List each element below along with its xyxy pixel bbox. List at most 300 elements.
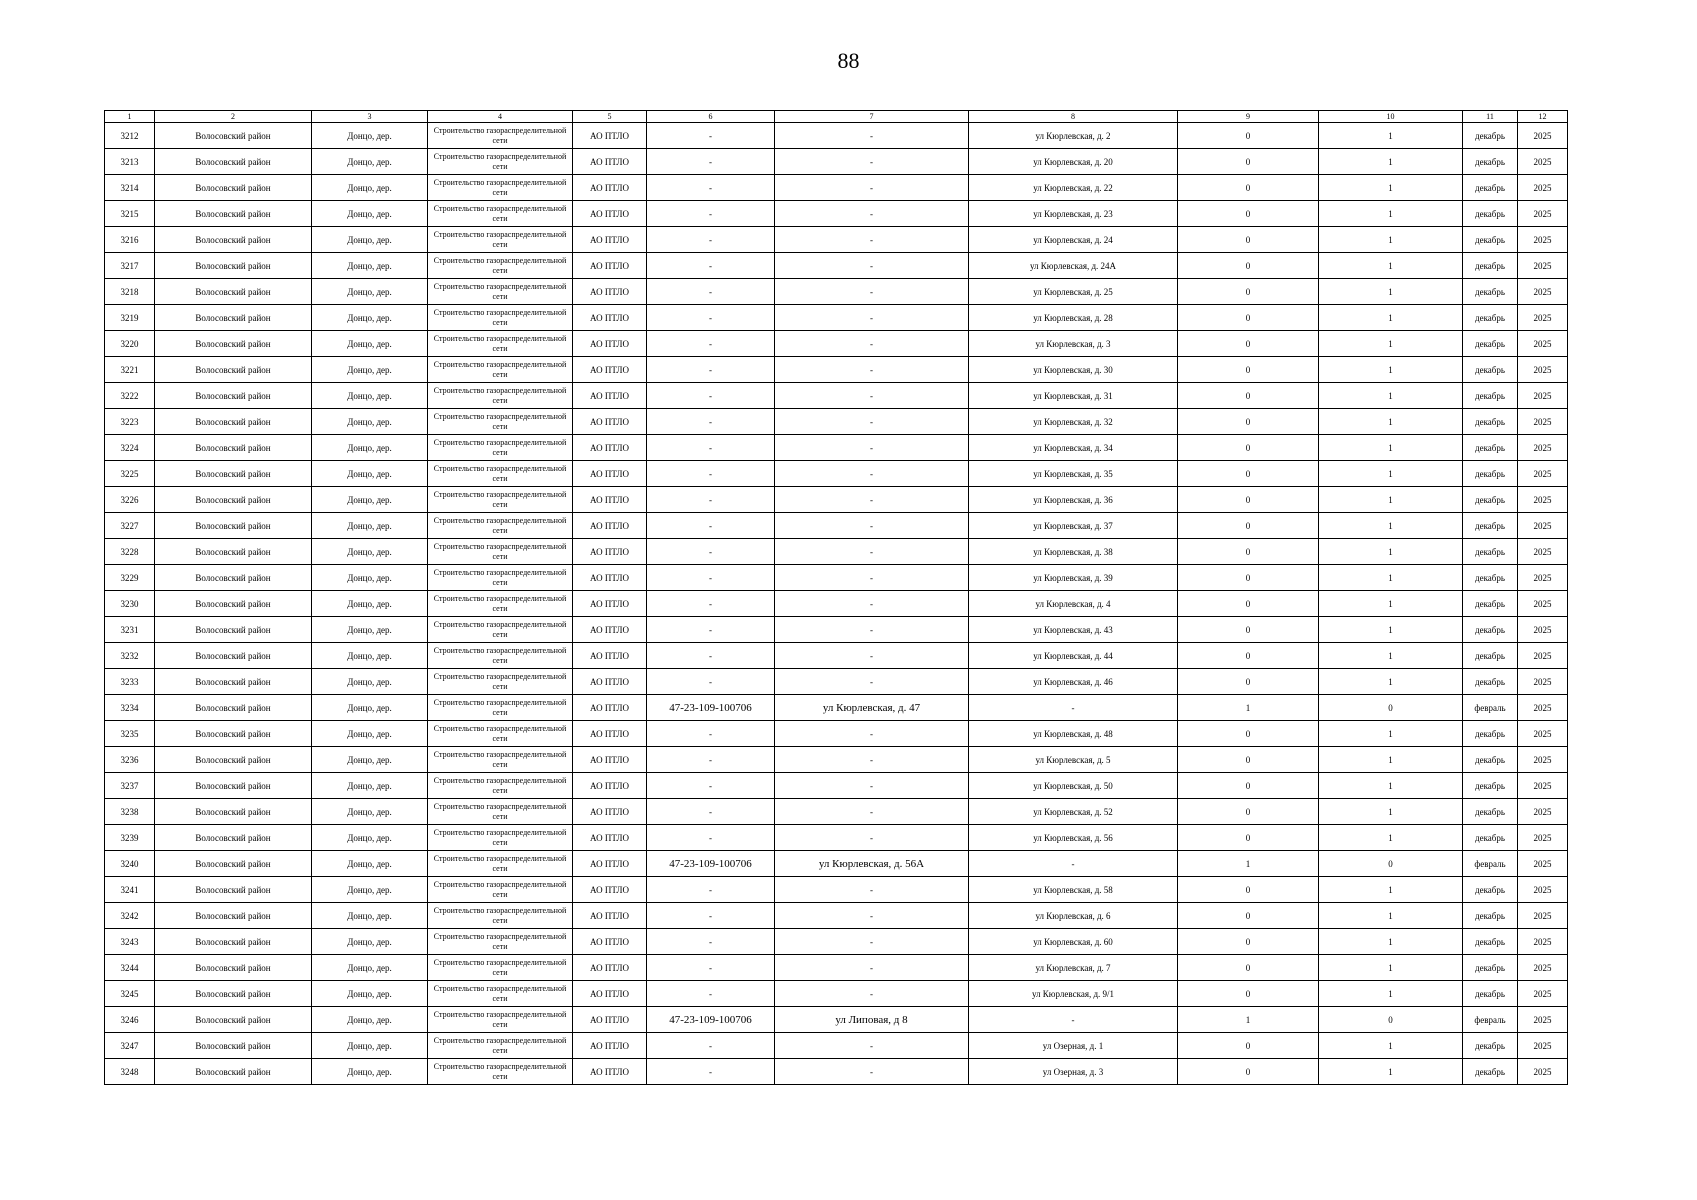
settlement-cell: Донцо, дер.: [312, 383, 428, 409]
value-col10-cell: 1: [1319, 461, 1463, 487]
table-row: [105, 721, 1568, 747]
value-col9-cell: 1: [1178, 695, 1319, 721]
year-cell: 2025: [1518, 357, 1568, 383]
cadastral-number-cell: -: [647, 305, 775, 331]
row-number: 3225: [105, 461, 155, 487]
address-cell: ул Кюрлевская, д. 52: [969, 799, 1178, 825]
settlement-cell: Донцо, дер.: [312, 565, 428, 591]
year-cell: 2025: [1518, 721, 1568, 747]
value-col9-cell: 0: [1178, 487, 1319, 513]
district-cell: Волосовский район: [155, 799, 312, 825]
object-address-cell: -: [775, 383, 969, 409]
work-type-cell: Строительство газораспределительной сети: [428, 305, 573, 331]
month-cell: декабрь: [1463, 253, 1518, 279]
settlement-cell: Донцо, дер.: [312, 643, 428, 669]
month-cell: декабрь: [1463, 721, 1518, 747]
value-col10-cell: 1: [1319, 513, 1463, 539]
organization-cell: АО ПТЛО: [573, 1033, 647, 1059]
year-cell: 2025: [1518, 487, 1568, 513]
address-cell: ул Кюрлевская, д. 24: [969, 227, 1178, 253]
column-header: 12: [1518, 111, 1568, 123]
table-row: [105, 435, 1568, 461]
district-cell: Волосовский район: [155, 669, 312, 695]
table-row: [105, 279, 1568, 305]
column-header: 9: [1178, 111, 1319, 123]
settlement-cell: Донцо, дер.: [312, 149, 428, 175]
year-cell: 2025: [1518, 1033, 1568, 1059]
value-col10-cell: 1: [1319, 565, 1463, 591]
address-cell: ул Кюрлевская, д. 31: [969, 383, 1178, 409]
address-cell: ул Кюрлевская, д. 44: [969, 643, 1178, 669]
address-cell: ул Кюрлевская, д. 34: [969, 435, 1178, 461]
row-number: 3214: [105, 175, 155, 201]
table-row: [105, 487, 1568, 513]
work-type-cell: Строительство газораспределительной сети: [428, 695, 573, 721]
cadastral-number-cell: -: [647, 175, 775, 201]
value-col10-cell: 1: [1319, 253, 1463, 279]
cadastral-number-cell: -: [647, 877, 775, 903]
month-cell: декабрь: [1463, 617, 1518, 643]
district-cell: Волосовский район: [155, 435, 312, 461]
organization-cell: АО ПТЛО: [573, 877, 647, 903]
month-cell: февраль: [1463, 1007, 1518, 1033]
month-cell: декабрь: [1463, 825, 1518, 851]
table-row: [105, 201, 1568, 227]
year-cell: 2025: [1518, 955, 1568, 981]
settlement-cell: Донцо, дер.: [312, 799, 428, 825]
district-cell: Волосовский район: [155, 877, 312, 903]
district-cell: Волосовский район: [155, 201, 312, 227]
value-col10-cell: 1: [1319, 305, 1463, 331]
work-type-cell: Строительство газораспределительной сети: [428, 227, 573, 253]
district-cell: Волосовский район: [155, 1059, 312, 1085]
column-header: 7: [775, 111, 969, 123]
value-col9-cell: 0: [1178, 617, 1319, 643]
table-body: [105, 123, 1568, 1085]
row-number: 3217: [105, 253, 155, 279]
cadastral-number-cell: -: [647, 201, 775, 227]
month-cell: декабрь: [1463, 955, 1518, 981]
work-type-cell: Строительство газораспределительной сети: [428, 929, 573, 955]
month-cell: декабрь: [1463, 747, 1518, 773]
cadastral-number-cell: 47-23-109-100706: [647, 695, 775, 721]
year-cell: 2025: [1518, 695, 1568, 721]
work-type-cell: Строительство газораспределительной сети: [428, 123, 573, 149]
work-type-cell: Строительство газораспределительной сети: [428, 773, 573, 799]
object-address-cell: -: [775, 331, 969, 357]
district-cell: Волосовский район: [155, 149, 312, 175]
object-address-cell: -: [775, 435, 969, 461]
value-col9-cell: 0: [1178, 149, 1319, 175]
settlement-cell: Донцо, дер.: [312, 851, 428, 877]
address-cell: ул Кюрлевская, д. 48: [969, 721, 1178, 747]
row-number: 3215: [105, 201, 155, 227]
address-cell: ул Кюрлевская, д. 39: [969, 565, 1178, 591]
cadastral-number-cell: -: [647, 617, 775, 643]
row-number: 3221: [105, 357, 155, 383]
value-col9-cell: 0: [1178, 929, 1319, 955]
value-col9-cell: 0: [1178, 435, 1319, 461]
district-cell: Волосовский район: [155, 617, 312, 643]
cadastral-number-cell: -: [647, 279, 775, 305]
district-cell: Волосовский район: [155, 747, 312, 773]
object-address-cell: -: [775, 487, 969, 513]
organization-cell: АО ПТЛО: [573, 409, 647, 435]
table-row: [105, 617, 1568, 643]
object-address-cell: -: [775, 357, 969, 383]
value-col10-cell: 1: [1319, 357, 1463, 383]
object-address-cell: -: [775, 123, 969, 149]
organization-cell: АО ПТЛО: [573, 461, 647, 487]
row-number: 3235: [105, 721, 155, 747]
work-type-cell: Строительство газораспределительной сети: [428, 383, 573, 409]
column-header: 3: [312, 111, 428, 123]
district-cell: Волосовский район: [155, 929, 312, 955]
organization-cell: АО ПТЛО: [573, 201, 647, 227]
district-cell: Волосовский район: [155, 305, 312, 331]
work-type-cell: Строительство газораспределительной сети: [428, 903, 573, 929]
value-col10-cell: 1: [1319, 227, 1463, 253]
column-header: 1: [105, 111, 155, 123]
organization-cell: АО ПТЛО: [573, 747, 647, 773]
table-row: [105, 877, 1568, 903]
cadastral-number-cell: -: [647, 123, 775, 149]
settlement-cell: Донцо, дер.: [312, 253, 428, 279]
value-col9-cell: 0: [1178, 357, 1319, 383]
work-type-cell: Строительство газораспределительной сети: [428, 877, 573, 903]
cadastral-number-cell: -: [647, 799, 775, 825]
row-number: 3232: [105, 643, 155, 669]
value-col9-cell: 0: [1178, 669, 1319, 695]
year-cell: 2025: [1518, 175, 1568, 201]
value-col9-cell: 0: [1178, 1059, 1319, 1085]
month-cell: декабрь: [1463, 773, 1518, 799]
value-col10-cell: 0: [1319, 1007, 1463, 1033]
month-cell: декабрь: [1463, 409, 1518, 435]
year-cell: 2025: [1518, 565, 1568, 591]
address-cell: ул Кюрлевская, д. 3: [969, 331, 1178, 357]
value-col9-cell: 0: [1178, 565, 1319, 591]
column-header: 5: [573, 111, 647, 123]
year-cell: 2025: [1518, 513, 1568, 539]
month-cell: декабрь: [1463, 149, 1518, 175]
month-cell: декабрь: [1463, 175, 1518, 201]
month-cell: декабрь: [1463, 929, 1518, 955]
value-col9-cell: 1: [1178, 1007, 1319, 1033]
work-type-cell: Строительство газораспределительной сети: [428, 981, 573, 1007]
work-type-cell: Строительство газораспределительной сети: [428, 669, 573, 695]
work-type-cell: Строительство газораспределительной сети: [428, 565, 573, 591]
object-address-cell: -: [775, 1059, 969, 1085]
value-col9-cell: 0: [1178, 331, 1319, 357]
cadastral-number-cell: -: [647, 539, 775, 565]
address-cell: ул Кюрлевская, д. 46: [969, 669, 1178, 695]
year-cell: 2025: [1518, 669, 1568, 695]
cadastral-number-cell: -: [647, 669, 775, 695]
organization-cell: АО ПТЛО: [573, 929, 647, 955]
row-number: 3227: [105, 513, 155, 539]
settlement-cell: Донцо, дер.: [312, 227, 428, 253]
value-col10-cell: 1: [1319, 747, 1463, 773]
cadastral-number-cell: -: [647, 357, 775, 383]
column-header: 11: [1463, 111, 1518, 123]
year-cell: 2025: [1518, 591, 1568, 617]
column-header: 4: [428, 111, 573, 123]
value-col9-cell: 0: [1178, 643, 1319, 669]
cadastral-number-cell: -: [647, 461, 775, 487]
object-address-cell: -: [775, 825, 969, 851]
cadastral-number-cell: -: [647, 435, 775, 461]
object-address-cell: -: [775, 955, 969, 981]
value-col9-cell: 0: [1178, 955, 1319, 981]
year-cell: 2025: [1518, 799, 1568, 825]
table-row: [105, 591, 1568, 617]
object-address-cell: -: [775, 799, 969, 825]
year-cell: 2025: [1518, 149, 1568, 175]
row-number: 3216: [105, 227, 155, 253]
value-col10-cell: 1: [1319, 487, 1463, 513]
year-cell: 2025: [1518, 617, 1568, 643]
work-type-cell: Строительство газораспределительной сети: [428, 851, 573, 877]
object-address-cell: ул Кюрлевская, д. 56А: [775, 851, 969, 877]
month-cell: декабрь: [1463, 201, 1518, 227]
address-cell: -: [969, 851, 1178, 877]
value-col10-cell: 1: [1319, 669, 1463, 695]
work-type-cell: Строительство газораспределительной сети: [428, 435, 573, 461]
year-cell: 2025: [1518, 747, 1568, 773]
table-row: [105, 513, 1568, 539]
table-row: [105, 643, 1568, 669]
object-address-cell: -: [775, 721, 969, 747]
table-row: [105, 955, 1568, 981]
month-cell: декабрь: [1463, 903, 1518, 929]
table-row: [105, 175, 1568, 201]
month-cell: декабрь: [1463, 305, 1518, 331]
district-cell: Волосовский район: [155, 981, 312, 1007]
address-cell: ул Кюрлевская, д. 9/1: [969, 981, 1178, 1007]
value-col10-cell: 1: [1319, 903, 1463, 929]
month-cell: декабрь: [1463, 435, 1518, 461]
month-cell: декабрь: [1463, 461, 1518, 487]
month-cell: декабрь: [1463, 643, 1518, 669]
table-row: [105, 981, 1568, 1007]
object-address-cell: -: [775, 1033, 969, 1059]
value-col10-cell: 1: [1319, 539, 1463, 565]
row-number: 3213: [105, 149, 155, 175]
organization-cell: АО ПТЛО: [573, 773, 647, 799]
year-cell: 2025: [1518, 279, 1568, 305]
cadastral-number-cell: -: [647, 825, 775, 851]
settlement-cell: Донцо, дер.: [312, 721, 428, 747]
work-type-cell: Строительство газораспределительной сети: [428, 357, 573, 383]
work-type-cell: Строительство газораспределительной сети: [428, 331, 573, 357]
value-col10-cell: 1: [1319, 591, 1463, 617]
organization-cell: АО ПТЛО: [573, 825, 647, 851]
address-cell: ул Кюрлевская, д. 43: [969, 617, 1178, 643]
cadastral-number-cell: -: [647, 227, 775, 253]
address-cell: ул Кюрлевская, д. 28: [969, 305, 1178, 331]
month-cell: декабрь: [1463, 279, 1518, 305]
settlement-cell: Донцо, дер.: [312, 903, 428, 929]
value-col10-cell: 1: [1319, 643, 1463, 669]
district-cell: Волосовский район: [155, 227, 312, 253]
year-cell: 2025: [1518, 929, 1568, 955]
address-cell: -: [969, 1007, 1178, 1033]
table-row: [105, 903, 1568, 929]
value-col9-cell: 0: [1178, 773, 1319, 799]
year-cell: 2025: [1518, 539, 1568, 565]
row-number: 3247: [105, 1033, 155, 1059]
table-row: [105, 695, 1568, 721]
column-header: 8: [969, 111, 1178, 123]
address-cell: ул Кюрлевская, д. 36: [969, 487, 1178, 513]
organization-cell: АО ПТЛО: [573, 669, 647, 695]
value-col10-cell: 1: [1319, 279, 1463, 305]
organization-cell: АО ПТЛО: [573, 617, 647, 643]
value-col10-cell: 1: [1319, 721, 1463, 747]
settlement-cell: Донцо, дер.: [312, 877, 428, 903]
work-type-cell: Строительство газораспределительной сети: [428, 1007, 573, 1033]
row-number: 3248: [105, 1059, 155, 1085]
object-address-cell: ул Кюрлевская, д. 47: [775, 695, 969, 721]
table-row: [105, 357, 1568, 383]
object-address-cell: -: [775, 877, 969, 903]
object-address-cell: -: [775, 149, 969, 175]
cadastral-number-cell: -: [647, 773, 775, 799]
value-col9-cell: 0: [1178, 539, 1319, 565]
settlement-cell: Донцо, дер.: [312, 513, 428, 539]
table-row: [105, 773, 1568, 799]
row-number: 3222: [105, 383, 155, 409]
settlement-cell: Донцо, дер.: [312, 279, 428, 305]
district-cell: Волосовский район: [155, 903, 312, 929]
month-cell: декабрь: [1463, 227, 1518, 253]
cadastral-number-cell: -: [647, 253, 775, 279]
cadastral-number-cell: -: [647, 149, 775, 175]
object-address-cell: -: [775, 773, 969, 799]
row-number: 3231: [105, 617, 155, 643]
district-cell: Волосовский район: [155, 383, 312, 409]
work-type-cell: Строительство газораспределительной сети: [428, 201, 573, 227]
cadastral-number-cell: -: [647, 1033, 775, 1059]
value-col10-cell: 1: [1319, 435, 1463, 461]
work-type-cell: Строительство газораспределительной сети: [428, 409, 573, 435]
address-cell: ул Кюрлевская, д. 2: [969, 123, 1178, 149]
settlement-cell: Донцо, дер.: [312, 591, 428, 617]
work-type-cell: Строительство газораспределительной сети: [428, 617, 573, 643]
table-row: [105, 123, 1568, 149]
organization-cell: АО ПТЛО: [573, 591, 647, 617]
organization-cell: АО ПТЛО: [573, 227, 647, 253]
district-cell: Волосовский район: [155, 409, 312, 435]
object-address-cell: -: [775, 513, 969, 539]
month-cell: декабрь: [1463, 799, 1518, 825]
value-col9-cell: 0: [1178, 227, 1319, 253]
table-row: [105, 253, 1568, 279]
settlement-cell: Донцо, дер.: [312, 773, 428, 799]
table-row: [105, 929, 1568, 955]
year-cell: 2025: [1518, 1059, 1568, 1085]
cadastral-number-cell: -: [647, 721, 775, 747]
cadastral-number-cell: -: [647, 981, 775, 1007]
object-address-cell: -: [775, 565, 969, 591]
table-row: [105, 747, 1568, 773]
address-cell: ул Кюрлевская, д. 4: [969, 591, 1178, 617]
address-cell: ул Кюрлевская, д. 5: [969, 747, 1178, 773]
value-col10-cell: 1: [1319, 331, 1463, 357]
address-cell: ул Кюрлевская, д. 7: [969, 955, 1178, 981]
object-address-cell: -: [775, 981, 969, 1007]
year-cell: 2025: [1518, 461, 1568, 487]
value-col9-cell: 0: [1178, 799, 1319, 825]
settlement-cell: Донцо, дер.: [312, 1033, 428, 1059]
cadastral-number-cell: -: [647, 591, 775, 617]
organization-cell: АО ПТЛО: [573, 435, 647, 461]
cadastral-number-cell: -: [647, 903, 775, 929]
settlement-cell: Донцо, дер.: [312, 669, 428, 695]
value-col10-cell: 1: [1319, 981, 1463, 1007]
value-col10-cell: 1: [1319, 617, 1463, 643]
object-address-cell: -: [775, 643, 969, 669]
value-col9-cell: 0: [1178, 305, 1319, 331]
value-col9-cell: 1: [1178, 851, 1319, 877]
month-cell: декабрь: [1463, 981, 1518, 1007]
district-cell: Волосовский район: [155, 253, 312, 279]
value-col10-cell: 0: [1319, 851, 1463, 877]
table-row: [105, 1007, 1568, 1033]
address-cell: ул Кюрлевская, д. 20: [969, 149, 1178, 175]
address-cell: ул Кюрлевская, д. 23: [969, 201, 1178, 227]
district-cell: Волосовский район: [155, 1033, 312, 1059]
work-type-cell: Строительство газораспределительной сети: [428, 955, 573, 981]
object-address-cell: ул Липовая, д 8: [775, 1007, 969, 1033]
page-number: 88: [837, 48, 860, 73]
cadastral-number-cell: -: [647, 383, 775, 409]
year-cell: 2025: [1518, 435, 1568, 461]
cadastral-number-cell: 47-23-109-100706: [647, 851, 775, 877]
settlement-cell: Донцо, дер.: [312, 201, 428, 227]
district-cell: Волосовский район: [155, 565, 312, 591]
work-type-cell: Строительство газораспределительной сети: [428, 1033, 573, 1059]
organization-cell: АО ПТЛО: [573, 357, 647, 383]
row-number: 3226: [105, 487, 155, 513]
object-address-cell: -: [775, 929, 969, 955]
settlement-cell: Донцо, дер.: [312, 1059, 428, 1085]
table-row: [105, 851, 1568, 877]
work-type-cell: Строительство газораспределительной сети: [428, 825, 573, 851]
header-row: [105, 111, 1568, 123]
year-cell: 2025: [1518, 331, 1568, 357]
value-col9-cell: 0: [1178, 877, 1319, 903]
work-type-cell: Строительство газораспределительной сети: [428, 799, 573, 825]
district-cell: Волосовский район: [155, 643, 312, 669]
value-col9-cell: 0: [1178, 721, 1319, 747]
table-row: [105, 669, 1568, 695]
value-col10-cell: 1: [1319, 799, 1463, 825]
value-col10-cell: 1: [1319, 1033, 1463, 1059]
table-header: [105, 111, 1568, 123]
address-cell: ул Озерная, д. 3: [969, 1059, 1178, 1085]
value-col9-cell: 0: [1178, 409, 1319, 435]
month-cell: декабрь: [1463, 331, 1518, 357]
district-cell: Волосовский район: [155, 1007, 312, 1033]
organization-cell: АО ПТЛО: [573, 513, 647, 539]
value-col9-cell: 0: [1178, 383, 1319, 409]
address-cell: ул Кюрлевская, д. 56: [969, 825, 1178, 851]
month-cell: декабрь: [1463, 123, 1518, 149]
value-col9-cell: 0: [1178, 1033, 1319, 1059]
month-cell: декабрь: [1463, 877, 1518, 903]
